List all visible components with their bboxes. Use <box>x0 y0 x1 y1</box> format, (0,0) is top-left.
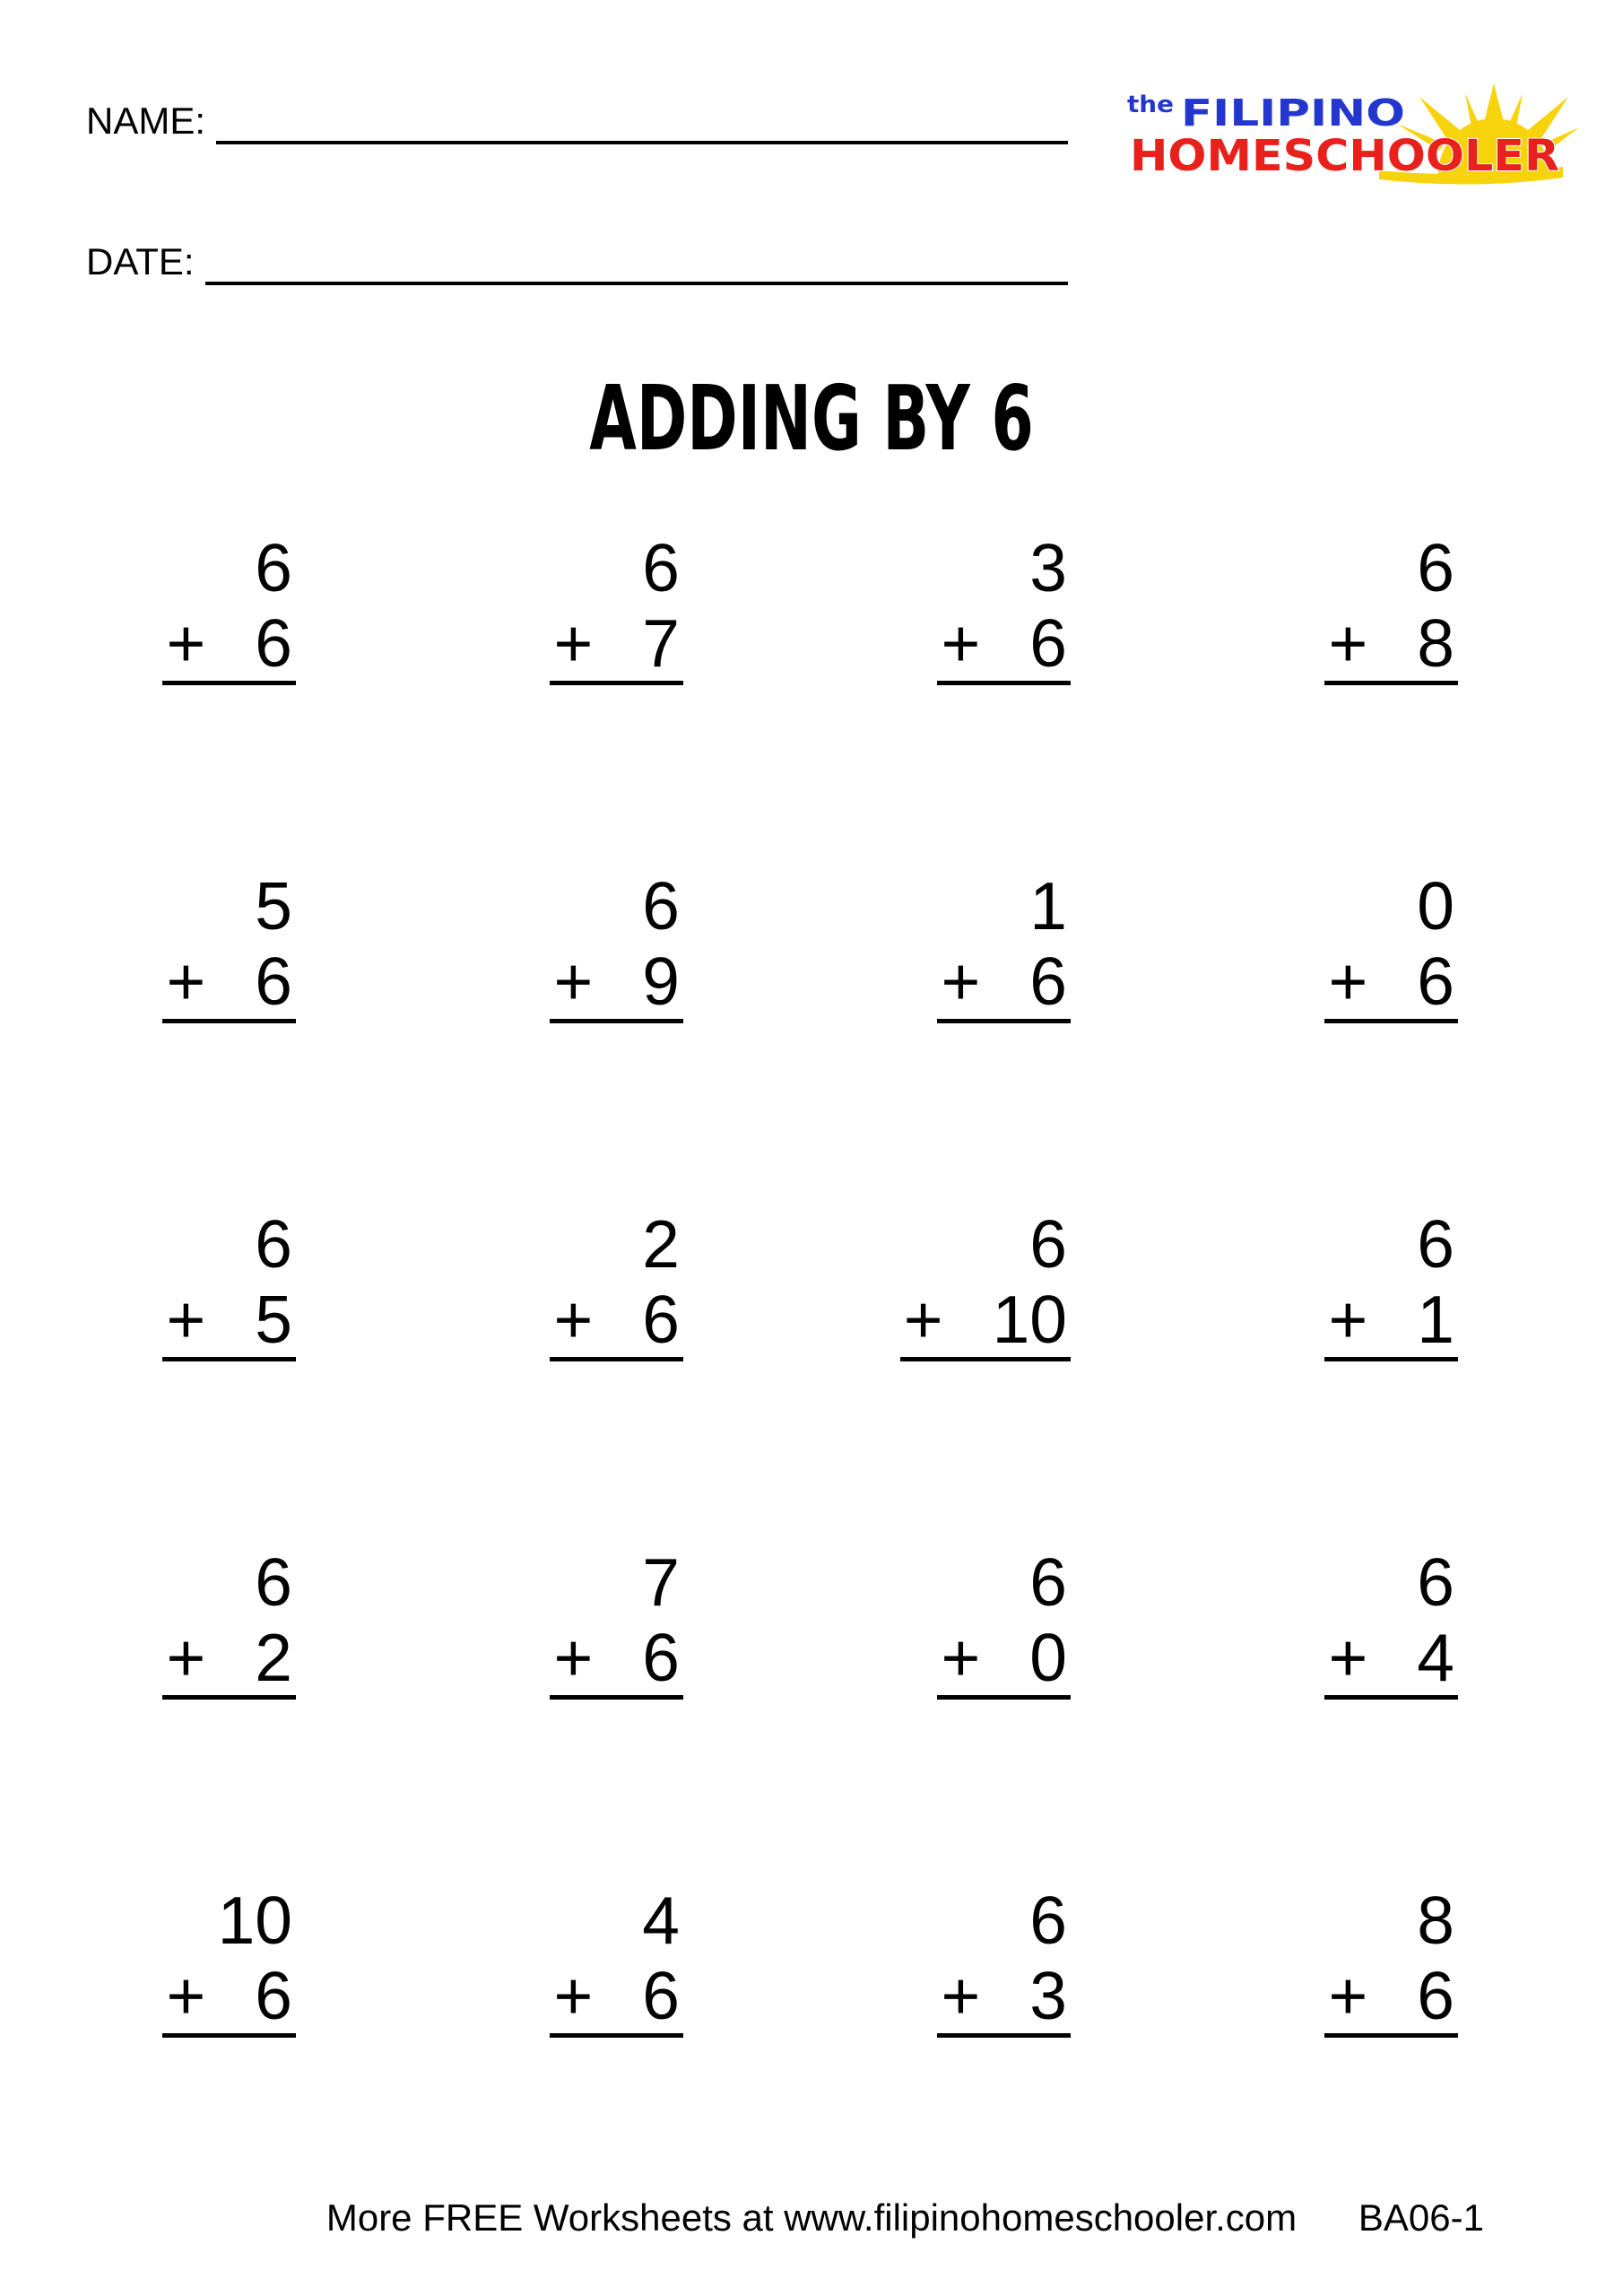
date-label: DATE: <box>86 240 195 283</box>
plus-operator: + <box>941 1620 981 1695</box>
addend-bottom: 3 <box>1029 1958 1067 2033</box>
plus-operator: + <box>166 944 206 1019</box>
plus-operator: + <box>1328 1282 1368 1357</box>
problem-bottom-row <box>162 944 296 1019</box>
problem-bottom-row <box>162 1282 296 1357</box>
plus-operator: + <box>1328 1620 1368 1695</box>
addend-top: 6 <box>255 530 292 605</box>
addition-problem-8 <box>1324 868 1458 1023</box>
worksheet-code: BA06-1 <box>1358 2196 1484 2239</box>
addend-bottom: 6 <box>642 1282 680 1357</box>
addend-bottom: 6 <box>255 605 292 681</box>
plus-operator: + <box>166 605 206 681</box>
addition-problem-5 <box>162 868 296 1023</box>
plus-operator: + <box>941 1958 981 2033</box>
addend-bottom: 6 <box>1029 605 1067 681</box>
plus-operator: + <box>166 1620 206 1695</box>
addend-top: 3 <box>1029 530 1067 605</box>
worksheet-title: ADDING BY 6 <box>589 366 1034 471</box>
problem-bottom-row <box>550 1620 683 1695</box>
addend-top: 6 <box>1029 1544 1067 1620</box>
addend-top: 10 <box>217 1883 292 1958</box>
plus-operator: + <box>553 1282 594 1357</box>
addend-bottom: 6 <box>255 1958 292 2033</box>
addend-bottom: 0 <box>1029 1620 1067 1695</box>
date-row <box>86 239 1068 285</box>
plus-operator: + <box>553 1958 594 2033</box>
addition-problem-16 <box>1324 1544 1458 1700</box>
problem-bottom-row <box>550 605 683 681</box>
problem-bottom-row <box>550 1958 683 2033</box>
addition-problem-2 <box>550 530 683 685</box>
name-blank-line <box>216 98 1068 144</box>
addend-top: 6 <box>1417 530 1454 605</box>
problem-bottom-row <box>550 944 683 1019</box>
plus-operator: + <box>941 944 981 1019</box>
plus-operator: + <box>1328 944 1368 1019</box>
problem-bottom-row <box>1324 1958 1458 2033</box>
addition-problem-19 <box>937 1883 1071 2038</box>
problem-bottom-row <box>550 1282 683 1357</box>
addend-bottom: 6 <box>642 1958 680 2033</box>
addend-top: 6 <box>255 1544 292 1620</box>
problem-bottom-row <box>1324 1620 1458 1695</box>
addend-bottom: 6 <box>1417 944 1454 1019</box>
problem-bottom-row <box>937 1958 1071 2033</box>
addition-problem-4 <box>1324 530 1458 685</box>
addition-problem-6 <box>550 868 683 1023</box>
addition-problem-3 <box>937 530 1071 685</box>
addend-bottom: 1 <box>1417 1282 1454 1357</box>
problem-bottom-row <box>1324 1282 1458 1357</box>
name-label: NAME: <box>86 100 206 142</box>
plus-operator: + <box>553 1620 594 1695</box>
problem-bottom-row <box>937 944 1071 1019</box>
problem-bottom-row <box>1324 944 1458 1019</box>
problem-bottom-row <box>1324 605 1458 681</box>
plus-operator: + <box>166 1282 206 1357</box>
addend-bottom: 6 <box>1029 944 1067 1019</box>
logo-text-the: the <box>1127 91 1174 118</box>
addend-top: 4 <box>642 1883 680 1958</box>
addend-bottom: 7 <box>642 605 680 681</box>
addend-bottom: 10 <box>992 1282 1067 1357</box>
addend-top: 6 <box>1417 1206 1454 1282</box>
problem-bottom-row <box>162 1958 296 2033</box>
addend-top: 6 <box>642 868 680 944</box>
addend-bottom: 5 <box>255 1282 292 1357</box>
addend-bottom: 8 <box>1417 605 1454 681</box>
addition-problem-10 <box>550 1206 683 1361</box>
problem-bottom-row <box>937 605 1071 681</box>
addition-problem-18 <box>550 1883 683 2038</box>
addend-top: 6 <box>1417 1544 1454 1620</box>
plus-operator: + <box>553 944 594 1019</box>
plus-operator: + <box>1328 1958 1368 2033</box>
addition-problem-9 <box>162 1206 296 1361</box>
plus-operator: + <box>166 1958 206 2033</box>
addend-bottom: 2 <box>255 1620 292 1695</box>
addend-bottom: 6 <box>1417 1958 1454 2033</box>
addend-top: 0 <box>1417 868 1454 944</box>
addition-problem-13 <box>162 1544 296 1700</box>
problem-bottom-row <box>937 1620 1071 1695</box>
addend-top: 6 <box>1029 1206 1067 1282</box>
logo-graphic <box>1124 77 1581 194</box>
plus-operator: + <box>553 605 594 681</box>
addition-problem-1 <box>162 530 296 685</box>
name-row <box>86 98 1068 144</box>
addition-problem-11 <box>900 1206 1071 1361</box>
problem-bottom-row <box>900 1282 1071 1357</box>
plus-operator: + <box>903 1282 943 1357</box>
addend-bottom: 6 <box>255 944 292 1019</box>
addend-top: 2 <box>642 1206 680 1282</box>
addend-bottom: 6 <box>642 1620 680 1695</box>
addition-problem-15 <box>937 1544 1071 1700</box>
addend-top: 1 <box>1029 868 1067 944</box>
problems-grid <box>0 530 1623 2038</box>
plus-operator: + <box>1328 605 1368 681</box>
addend-top: 6 <box>642 530 680 605</box>
addition-problem-14 <box>550 1544 683 1700</box>
addend-top: 6 <box>255 1206 292 1282</box>
addition-problem-17 <box>162 1883 296 2038</box>
addend-top: 8 <box>1417 1883 1454 1958</box>
footer-text: More FREE Worksheets at www.filipinohomeschooler.com <box>325 2196 1298 2239</box>
addend-bottom: 4 <box>1417 1620 1454 1695</box>
problem-bottom-row <box>162 1620 296 1695</box>
problem-bottom-row <box>162 605 296 681</box>
logo-text-homeschooler: HOMESCHOOLER <box>1130 131 1559 181</box>
date-blank-line <box>205 239 1068 285</box>
addend-top: 7 <box>642 1544 680 1620</box>
plus-operator: + <box>941 605 981 681</box>
addend-top: 6 <box>1029 1883 1067 1958</box>
addition-problem-7 <box>937 868 1071 1023</box>
addend-top: 5 <box>255 868 292 944</box>
addition-problem-20 <box>1324 1883 1458 2038</box>
addend-bottom: 9 <box>642 944 680 1019</box>
filipino-homeschooler-logo <box>1124 77 1581 194</box>
addition-problem-12 <box>1324 1206 1458 1361</box>
logo-text-filipino: FILIPINO <box>1181 91 1405 135</box>
